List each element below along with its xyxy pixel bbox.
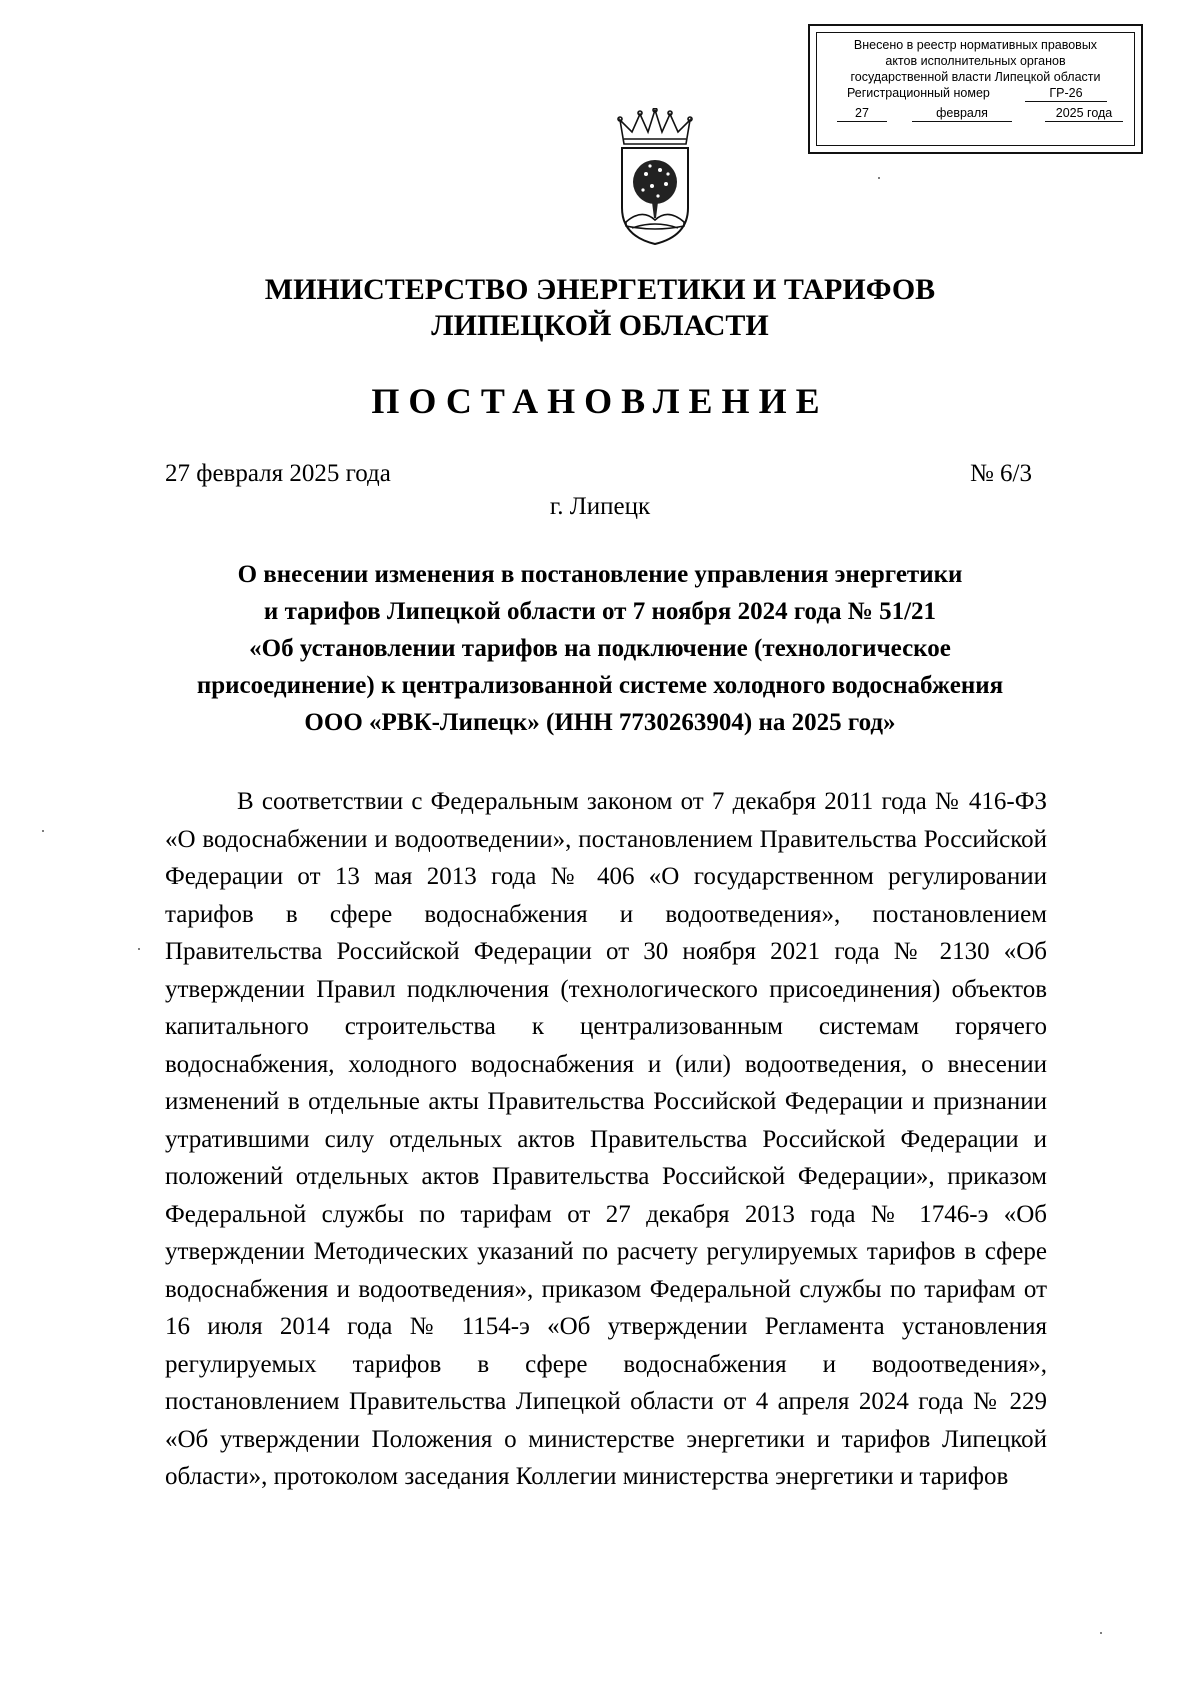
scan-speck	[878, 177, 880, 179]
stamp-line-2: актов исполнительных органов	[885, 54, 1066, 68]
ministry-title	[0, 272, 1200, 344]
stamp-line-3: государственной власти Липецкой области	[850, 70, 1101, 84]
document-type-title: ПОСТАНОВЛЕНИЕ	[371, 381, 829, 421]
document-subject	[150, 556, 1050, 741]
registry-stamp-inner-frame	[816, 32, 1135, 146]
subject-line-1: О внесении изменения в постановление управления энергетики	[237, 561, 963, 588]
document-date: 27 февраля 2025 года	[165, 460, 391, 487]
scan-speck	[42, 830, 44, 832]
stamp-year: 2025 года	[1045, 105, 1123, 122]
stamp-registration-label: Регистрационный номер	[847, 86, 990, 100]
subject-line-3: «Об установлении тарифов на подключение (технологическое	[249, 635, 951, 662]
scan-speck	[1100, 1632, 1102, 1634]
ministry-title-line-2: ЛИПЕЦКОЙ ОБЛАСТИ	[431, 309, 769, 342]
subject-line-5: ООО «РВК-Липецк» (ИНН 7730263904) на 2025 год»	[304, 709, 896, 736]
document-number: № 6/3	[969, 460, 1032, 487]
stamp-day: 27	[837, 105, 887, 122]
lipetsk-coat-of-arms-icon	[610, 108, 700, 248]
document-city: г. Липецк	[549, 493, 651, 520]
body-paragraph: В соответствии с Федеральным законом от 7 декабря 2011 года № 416-ФЗ «О водоснабжении и водоотведении», постановлением Правительства Российской Федерации от 13 мая 2013 года № 406 «О государственном регулировании тарифов в сфере водоснабжения и водоотведения», постановлением Правительства Российской Федерации от 30 ноября 2021 года № 2130 «Об утверждении Правил подключения (технологического присоединения) объектов капитального строительства к централизованным системам горячего водоснабжения, холодного водоснабжения и (или) водоотведения, о внесении изменений в отдельные акты Правительства Российской Федерации и признании утратившими силу отдельных актов Правительства Российской Федерации и положений отдельных актов Правительства Российской Федерации», приказом Федеральной службы по тарифам от 27 декабря 2013 года № 1746-э «Об утверждении Методических указаний по расчету регулируемых тарифов в сфере водоснабжения и водоотведения», приказом Федеральной службы по тарифам от 16 июля 2014 года № 1154-э «Об утверждении Регламента установления регулируемых тарифов в сфере водоснабжения и водоотведения», постановлением Правительства Липецкой области от 4 апреля 2024 года № 229 «Об утверждении Положения о министерстве энергетики и тарифов Липецкой области», протоколом заседания Коллегии министерства энергетики и тарифов	[165, 788, 1047, 1490]
stamp-registration-number: ГР-26	[1025, 85, 1107, 102]
scan-speck	[138, 948, 140, 950]
stamp-line-1: Внесено в реестр нормативных правовых	[853, 38, 1098, 52]
registry-stamp	[808, 24, 1143, 154]
ministry-title-line-1: МИНИСТЕРСТВО ЭНЕРГЕТИКИ И ТАРИФОВ	[264, 273, 936, 306]
subject-line-4: присоединение) к централизованной системе холодного водоснабжения	[196, 672, 1004, 699]
subject-line-2: и тарифов Липецкой области от 7 ноября 2024 года № 51/21	[263, 598, 937, 625]
stamp-month: февраля	[912, 105, 1012, 122]
